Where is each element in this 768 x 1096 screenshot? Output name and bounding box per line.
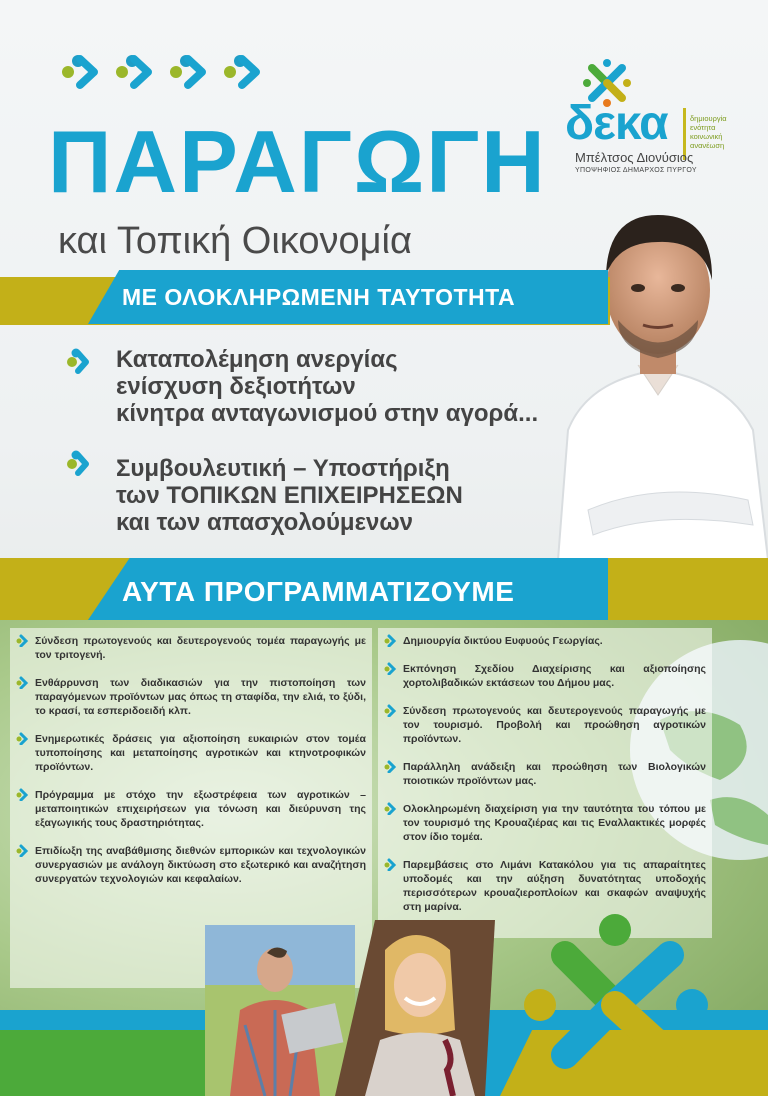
headline-bullet-2: Συμβουλευτική – Υποστήριξη των ΤΟΠΙΚΩΝ ΕΠΙΧΕΙΡΗΣΕΩΝ και των απασχολούμενων [116, 455, 463, 536]
deka-logo-icon [520, 905, 710, 1095]
list-item: Πρόγραμμα με στόχο την εξωστρέφεια των αγροτικών – μεταποιητικών επιχειρήσεων για τόνωση και διεύρυνση της εξαγωγικής τους δραστηριότητας. [16, 788, 366, 830]
chevron-bullet-icon [16, 844, 29, 857]
chevron-bullet-icon [16, 676, 29, 689]
decorative-chevrons [62, 55, 268, 89]
logo-tagline: δημιουργία ενότητα κοινωνική ανανέωση [690, 114, 727, 150]
chevron-bullet-icon [66, 348, 92, 376]
man-laptop-photo [205, 925, 355, 1096]
chevron-bullet-icon [16, 788, 29, 801]
page-subtitle: και Τοπική Οικονομία [58, 220, 412, 262]
chevron-bullet-icon [384, 858, 397, 871]
page-title: ΠΑΡΑΓΩΓΗ [48, 112, 547, 211]
chevron-bullet-icon [16, 634, 29, 647]
logo-wordmark: δεκα [565, 97, 668, 150]
chevron-bullet-icon [384, 662, 397, 675]
list-item: Σύνδεση πρωτογενούς και δευτερογενούς παραγωγής με τον τουρισμό. Προβολή και προώθηση αγροτικών προϊόντων. [384, 704, 706, 746]
list-item: Εκπόνηση Σχεδίου Διαχείρισης και αξιοποίησης χορτολιβαδικών εκτάσεων του Δήμου μας. [384, 662, 706, 690]
chevron-bullet-icon [384, 634, 397, 647]
chevron-bullet-icon [16, 732, 29, 745]
list-item: Ολοκληρωμένη διαχείριση για την ταυτότητα του τόπου με τον τουρισμό της Κρουαζιέρας και τις Εναλλακτικές μορφές στον ίδιο τομέα. [384, 802, 706, 844]
chevron-bullet-icon [66, 450, 92, 478]
chevron-icon [224, 55, 268, 89]
chevron-icon [116, 55, 160, 89]
portrait-photo [548, 180, 768, 560]
woman-wine-photo [335, 920, 495, 1096]
list-item: Παράλληλη ανάδειξη και προώθηση των Βιολογικών ποιοτικών προϊόντων μας. [384, 760, 706, 788]
list-item: Σύνδεση πρωτογενούς και δευτερογενούς τομέα παραγωγής με τον τριτογενή. [16, 634, 366, 662]
list-item: Παρεμβάσεις στο Λιμάνι Κατακόλου για τις απαραίτητες υποδομές και την αύξηση δυνατότητας υποδοχής περισσότερων κρουαζιεροπλοίων και σκαφών αναψυχής στη μαρίνα. [384, 858, 706, 914]
banner-plans-text: ΑΥΤΑ ΠΡΟΓΡΑΜΜΑΤΙΖΟΥΜΕ [122, 576, 515, 607]
chevron-bullet-icon [384, 704, 397, 717]
candidate-name: Μπέλτσος Διονύσιος [575, 150, 694, 165]
list-item: Δημιουργία δικτύου Ευφυούς Γεωργίας. [384, 634, 706, 648]
chevron-bullet-icon [384, 760, 397, 773]
headline-bullet-1: Καταπολέμηση ανεργίας ενίσχυση δεξιοτήτων κίνητρα ανταγωνισμού στην αγορά... [116, 346, 539, 427]
chevron-icon [170, 55, 214, 89]
banner-identity-text: ΜΕ ΟΛΟΚΛΗΡΩΜΕΝΗ ΤΑΥΤΟΤΗΤΑ [122, 284, 516, 310]
list-item: Επιδίωξη της αναβάθμισης διεθνών εμπορικών και τεχνολογικών συνεργασιών με ανάλογη δικτύωση στο εξωτερικό και αναζήτηση συνεργατών τεχνολογιών και κεφαλαίων. [16, 844, 366, 886]
list-item: Ενημερωτικές δράσεις για αξιοποίηση ευκαιριών στον τομέα τυποποίησης και μεταποίησης αγροτικών και κτηνοτροφικών προϊόντων. [16, 732, 366, 774]
chevron-bullet-icon [384, 802, 397, 815]
chevron-icon [62, 55, 106, 89]
plans-right-list [384, 634, 706, 914]
list-item: Ενθάρρυνση των διαδικασιών για την πιστοποίηση των παραγόμενων προϊόντων μας όπως τη σταφίδα, την ελιά, το ξύδι, το κρασί, τα εσπεριδοειδή κλπ. [16, 676, 366, 718]
plans-left-list [16, 634, 366, 886]
candidate-title: ΥΠΟΨΗΦΙΟΣ ΔΗΜΑΡΧΟΣ ΠΥΡΓΟΥ [575, 167, 697, 174]
